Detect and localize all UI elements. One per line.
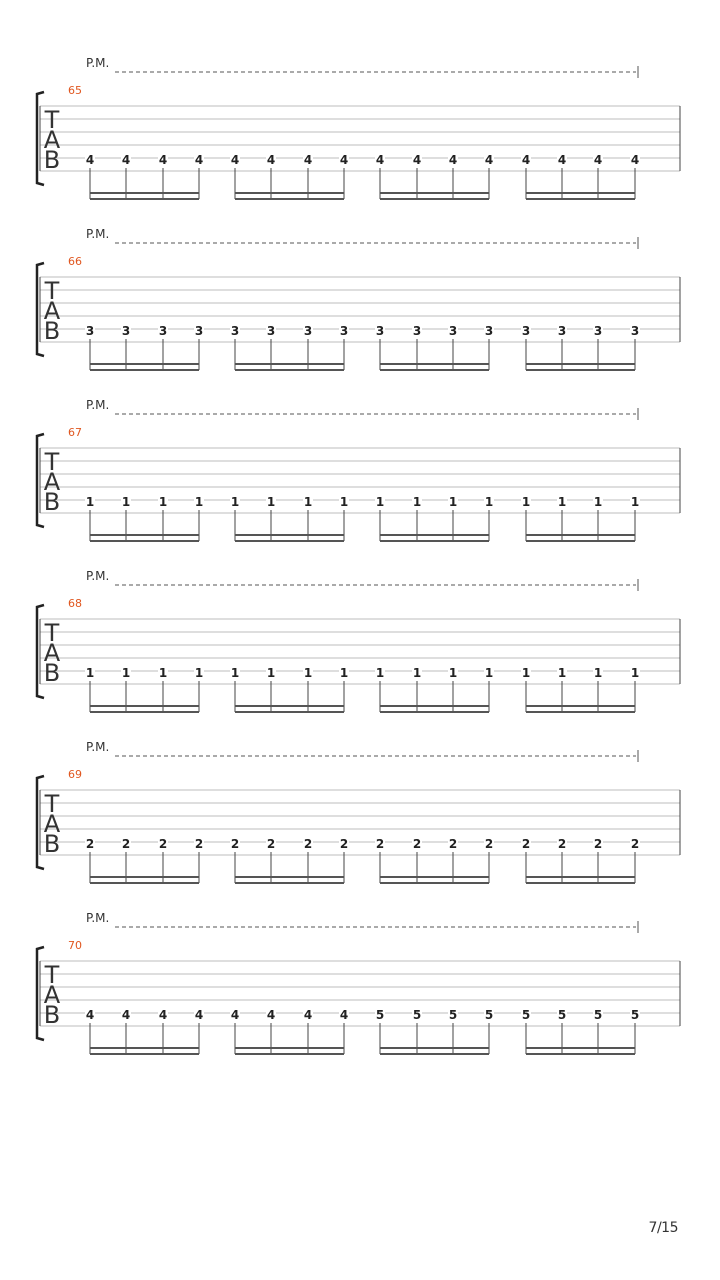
fret-number: 3 (121, 324, 131, 338)
tab-system-70 (37, 911, 680, 1054)
fret-number: 1 (121, 666, 131, 680)
fret-number: 1 (339, 666, 349, 680)
tab-clef-letter: T (44, 448, 60, 476)
tab-clef-letter: B (43, 659, 61, 687)
fret-number: 1 (448, 666, 458, 680)
fret-number: 2 (230, 837, 240, 851)
fret-number: 2 (593, 837, 603, 851)
fret-number: 4 (194, 153, 204, 167)
tab-clef-letter: A (43, 639, 61, 667)
fret-number: 4 (303, 153, 313, 167)
fret-number: 1 (521, 495, 531, 509)
fret-number: 4 (158, 1008, 168, 1022)
fret-number: 3 (266, 324, 276, 338)
tab-system-67 (37, 398, 680, 541)
fret-number: 1 (557, 495, 567, 509)
fret-number: 1 (303, 666, 313, 680)
fret-number: 2 (194, 837, 204, 851)
fret-number: 2 (158, 837, 168, 851)
fret-number: 3 (303, 324, 313, 338)
fret-number: 1 (484, 666, 494, 680)
tab-clef-letter: B (43, 317, 61, 345)
fret-number: 5 (412, 1008, 422, 1022)
fret-number: 4 (85, 1008, 95, 1022)
fret-number: 4 (484, 153, 494, 167)
fret-number: 4 (375, 153, 385, 167)
fret-number: 5 (448, 1008, 458, 1022)
fret-number: 2 (557, 837, 567, 851)
fret-number: 1 (230, 495, 240, 509)
fret-number: 1 (303, 495, 313, 509)
fret-number: 2 (339, 837, 349, 851)
fret-number: 4 (230, 1008, 240, 1022)
fret-number: 3 (194, 324, 204, 338)
fret-number: 1 (593, 495, 603, 509)
measure-number: 68 (68, 597, 82, 610)
fret-number: 1 (85, 666, 95, 680)
fret-number: 1 (158, 495, 168, 509)
tab-clef-letter: A (43, 297, 61, 325)
fret-number: 5 (593, 1008, 603, 1022)
fret-number: 3 (484, 324, 494, 338)
measure-number: 66 (68, 255, 82, 268)
fret-number: 2 (630, 837, 640, 851)
fret-number: 2 (412, 837, 422, 851)
fret-number: 4 (339, 153, 349, 167)
palm-mute-label: P.M. (86, 569, 110, 583)
fret-number: 4 (266, 153, 276, 167)
fret-number: 4 (230, 153, 240, 167)
fret-number: 4 (339, 1008, 349, 1022)
fret-number: 1 (266, 495, 276, 509)
fret-number: 4 (448, 153, 458, 167)
fret-number: 3 (339, 324, 349, 338)
tab-clef-letter: A (43, 126, 61, 154)
fret-number: 1 (230, 666, 240, 680)
tab-system-68 (37, 569, 680, 712)
tab-clef-letter: T (44, 961, 60, 989)
fret-number: 2 (484, 837, 494, 851)
fret-number: 1 (593, 666, 603, 680)
fret-number: 2 (303, 837, 313, 851)
fret-number: 2 (521, 837, 531, 851)
fret-number: 1 (557, 666, 567, 680)
tab-clef-letter: T (44, 790, 60, 818)
fret-number: 4 (85, 153, 95, 167)
fret-number: 5 (484, 1008, 494, 1022)
measure-number: 67 (68, 426, 82, 439)
measure-number: 65 (68, 84, 82, 97)
fret-number: 5 (557, 1008, 567, 1022)
fret-number: 4 (630, 153, 640, 167)
tab-clef-letter: T (44, 619, 60, 647)
fret-number: 3 (448, 324, 458, 338)
tab-system-66 (37, 227, 680, 370)
tab-clef-letter: A (43, 468, 61, 496)
palm-mute-label: P.M. (86, 398, 110, 412)
fret-number: 4 (266, 1008, 276, 1022)
fret-number: 1 (194, 666, 204, 680)
palm-mute-label: P.M. (86, 227, 110, 241)
fret-number: 1 (630, 666, 640, 680)
tab-system-69 (37, 740, 680, 883)
fret-number: 1 (375, 495, 385, 509)
tab-clef-letter: T (44, 106, 60, 134)
tab-clef-letter: B (43, 830, 61, 858)
fret-number: 1 (85, 495, 95, 509)
tab-clef-letter: A (43, 981, 61, 1009)
fret-number: 1 (194, 495, 204, 509)
fret-number: 4 (521, 153, 531, 167)
fret-number: 1 (630, 495, 640, 509)
fret-number: 4 (557, 153, 567, 167)
tab-clef-letter: T (44, 277, 60, 305)
fret-number: 3 (375, 324, 385, 338)
palm-mute-label: P.M. (86, 740, 110, 754)
tab-clef-letter: B (43, 1001, 61, 1029)
fret-number: 1 (121, 495, 131, 509)
fret-number: 2 (266, 837, 276, 851)
fret-number: 2 (85, 837, 95, 851)
fret-number: 3 (230, 324, 240, 338)
fret-number: 1 (448, 495, 458, 509)
fret-number: 3 (412, 324, 422, 338)
measure-number: 69 (68, 768, 82, 781)
tab-clef-letter: A (43, 810, 61, 838)
fret-number: 1 (375, 666, 385, 680)
tab-clef-letter: B (43, 488, 61, 516)
fret-number: 4 (412, 153, 422, 167)
fret-number: 2 (121, 837, 131, 851)
page-number: 7/15 (648, 1220, 678, 1236)
fret-number: 4 (303, 1008, 313, 1022)
measure-number: 70 (68, 939, 82, 952)
fret-number: 5 (630, 1008, 640, 1022)
fret-number: 2 (375, 837, 385, 851)
fret-number: 3 (593, 324, 603, 338)
fret-number: 1 (266, 666, 276, 680)
palm-mute-label: P.M. (86, 911, 110, 925)
fret-number: 4 (121, 153, 131, 167)
fret-number: 1 (158, 666, 168, 680)
fret-number: 5 (521, 1008, 531, 1022)
fret-number: 4 (121, 1008, 131, 1022)
fret-number: 3 (521, 324, 531, 338)
fret-number: 1 (339, 495, 349, 509)
fret-number: 2 (448, 837, 458, 851)
palm-mute-label: P.M. (86, 56, 110, 70)
fret-number: 4 (158, 153, 168, 167)
fret-number: 1 (521, 666, 531, 680)
tab-clef-letter: B (43, 146, 61, 174)
fret-number: 3 (85, 324, 95, 338)
fret-number: 1 (484, 495, 494, 509)
tab-system-65 (37, 56, 680, 199)
fret-number: 3 (158, 324, 168, 338)
fret-number: 4 (593, 153, 603, 167)
fret-number: 3 (557, 324, 567, 338)
fret-number: 3 (630, 324, 640, 338)
fret-number: 4 (194, 1008, 204, 1022)
fret-number: 1 (412, 495, 422, 509)
fret-number: 1 (412, 666, 422, 680)
fret-number: 5 (375, 1008, 385, 1022)
